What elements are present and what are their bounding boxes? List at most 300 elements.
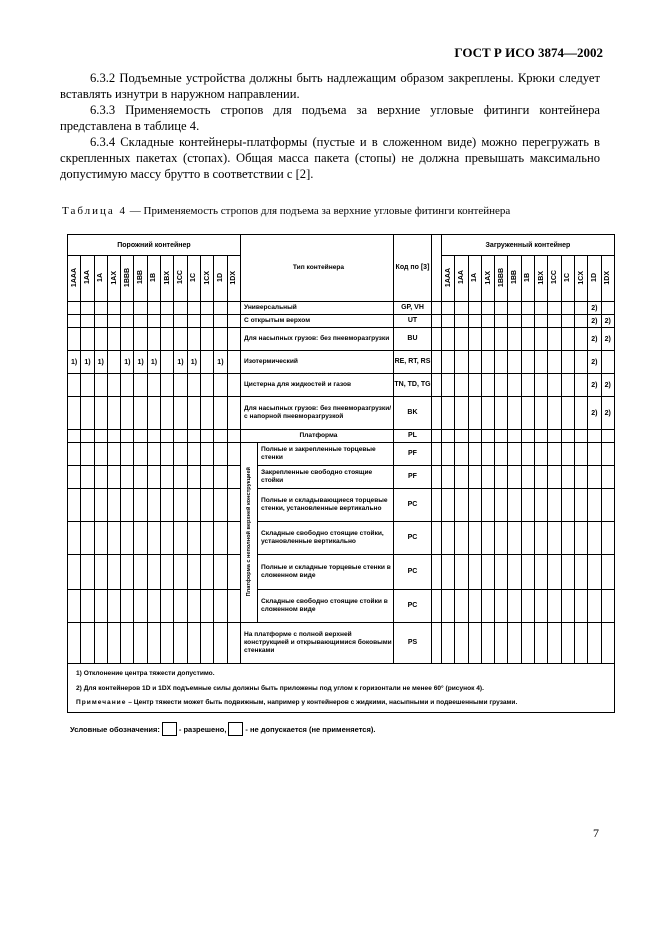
empty-value-cell: 1) <box>121 351 134 374</box>
empty-value-cell: 1) <box>94 351 107 374</box>
loaded-value-cell: 2) <box>588 328 601 351</box>
empty-value-cell <box>68 623 81 664</box>
loaded-value-cell <box>441 302 454 315</box>
loaded-value-cell <box>601 302 614 315</box>
loaded-value-cell <box>535 443 548 466</box>
loaded-value-cell <box>521 489 534 522</box>
loaded-value-cell <box>574 522 587 555</box>
loaded-value-cell <box>481 328 494 351</box>
empty-col-label: 1AA <box>83 270 91 285</box>
loaded-value-cell <box>455 489 468 522</box>
empty-value-cell <box>227 328 240 351</box>
empty-value-cell <box>174 555 187 590</box>
empty-value-cell <box>214 430 227 443</box>
loaded-col-label: 1AX <box>484 270 492 285</box>
empty-value-cell <box>68 302 81 315</box>
loaded-value-cell: 2) <box>601 397 614 430</box>
empty-value-cell <box>68 374 81 397</box>
loaded-value-cell <box>601 489 614 522</box>
table-row <box>68 590 615 623</box>
container-code: TN, TD, TG <box>393 374 431 397</box>
loaded-value-cell <box>521 466 534 489</box>
loaded-value-cell <box>495 328 508 351</box>
loaded-value-cell <box>574 315 587 328</box>
empty-value-cell <box>161 522 174 555</box>
loaded-value-cell <box>574 466 587 489</box>
empty-value-cell <box>147 315 160 328</box>
table-row <box>68 430 615 443</box>
loaded-value-cell <box>508 328 521 351</box>
page-number: 7 <box>593 826 599 840</box>
empty-col-header <box>134 256 147 302</box>
loaded-value-cell <box>588 443 601 466</box>
loaded-value-cell <box>481 590 494 623</box>
loaded-value-cell <box>535 302 548 315</box>
empty-value-cell <box>200 430 213 443</box>
loaded-col-header <box>441 256 454 302</box>
loaded-value-cell <box>561 555 574 590</box>
loaded-value-cell <box>508 315 521 328</box>
empty-value-cell <box>227 590 240 623</box>
container-type: На платформе с полной верхней конструкцией и открывающимися боковыми стенками <box>240 623 393 664</box>
empty-value-cell <box>200 623 213 664</box>
loaded-value-cell <box>535 397 548 430</box>
loaded-value-cell <box>574 555 587 590</box>
empty-value-cell <box>187 489 200 522</box>
loaded-value-cell <box>521 522 534 555</box>
loaded-value-cell <box>574 489 587 522</box>
container-type: Закрепленные свободно стоящие стойки <box>257 466 393 489</box>
loaded-value-cell <box>574 430 587 443</box>
loaded-value-cell <box>561 522 574 555</box>
empty-value-cell: 1) <box>134 351 147 374</box>
loaded-col-header <box>481 256 494 302</box>
table-row <box>68 522 615 555</box>
loaded-value-cell <box>481 489 494 522</box>
empty-col-header <box>214 256 227 302</box>
empty-value-cell <box>147 489 160 522</box>
table-row <box>68 328 615 351</box>
empty-value-cell <box>161 302 174 315</box>
code-header: Код по [3] <box>393 235 431 302</box>
loaded-value-cell <box>588 590 601 623</box>
empty-value-cell <box>200 351 213 374</box>
empty-value-cell <box>161 555 174 590</box>
empty-value-cell <box>68 430 81 443</box>
loaded-value-cell <box>521 555 534 590</box>
empty-value-cell <box>81 374 94 397</box>
empty-value-cell <box>68 328 81 351</box>
empty-value-cell <box>68 315 81 328</box>
empty-value-cell <box>227 315 240 328</box>
empty-value-cell <box>134 328 147 351</box>
empty-col-header <box>81 256 94 302</box>
empty-value-cell <box>147 430 160 443</box>
loaded-value-cell <box>535 590 548 623</box>
loaded-value-cell <box>468 374 481 397</box>
empty-value-cell <box>147 397 160 430</box>
empty-value-cell <box>174 315 187 328</box>
loaded-value-cell <box>561 315 574 328</box>
empty-value-cell: 1) <box>68 351 81 374</box>
loaded-value-cell <box>561 397 574 430</box>
loaded-value-cell <box>468 489 481 522</box>
loaded-col-header <box>455 256 468 302</box>
loaded-value-cell <box>588 430 601 443</box>
loaded-value-cell <box>548 315 561 328</box>
loaded-value-cell <box>441 489 454 522</box>
table-notes <box>68 664 615 713</box>
loaded-col-label: 1CX <box>577 270 585 285</box>
loaded-value-cell <box>468 302 481 315</box>
empty-value-cell <box>134 430 147 443</box>
loaded-value-cell <box>521 351 534 374</box>
loaded-value-cell: 2) <box>601 315 614 328</box>
empty-value-cell <box>134 522 147 555</box>
loaded-value-cell <box>441 374 454 397</box>
empty-value-cell <box>161 623 174 664</box>
empty-col-header <box>68 256 81 302</box>
spacer-cell <box>431 374 441 397</box>
loaded-value-cell <box>441 466 454 489</box>
empty-value-cell <box>214 489 227 522</box>
empty-value-cell <box>200 302 213 315</box>
empty-value-cell <box>107 623 120 664</box>
empty-value-cell <box>214 302 227 315</box>
loaded-value-cell <box>455 623 468 664</box>
loaded-value-cell <box>481 430 494 443</box>
paragraph-6-3-3: 6.3.3 Применяемость стропов для подъема за верхние угловые фитинги контейнера представлена в таблице 4. <box>60 103 600 133</box>
loaded-value-cell <box>548 397 561 430</box>
empty-value-cell <box>107 302 120 315</box>
empty-value-cell <box>174 397 187 430</box>
table-notes-row <box>68 664 615 713</box>
empty-value-cell <box>174 590 187 623</box>
loaded-value-cell <box>508 590 521 623</box>
empty-value-cell <box>227 443 240 466</box>
loaded-value-cell <box>495 522 508 555</box>
empty-value-cell <box>200 374 213 397</box>
empty-value-cell <box>147 443 160 466</box>
empty-col-header <box>94 256 107 302</box>
legend-not-allowed-box <box>228 722 243 736</box>
loaded-value-cell <box>601 430 614 443</box>
empty-value-cell <box>200 443 213 466</box>
loaded-value-cell <box>521 328 534 351</box>
empty-value-cell <box>81 430 94 443</box>
empty-value-cell <box>161 443 174 466</box>
loaded-value-cell <box>548 623 561 664</box>
empty-value-cell <box>227 351 240 374</box>
loaded-value-cell <box>521 302 534 315</box>
empty-value-cell <box>107 351 120 374</box>
empty-value-cell <box>121 374 134 397</box>
table-row <box>68 555 615 590</box>
empty-value-cell: 1) <box>174 351 187 374</box>
standard-header: ГОСТ Р ИСО 3874—2002 <box>454 45 603 60</box>
loaded-value-cell <box>548 328 561 351</box>
empty-value-cell <box>174 328 187 351</box>
loaded-value-cell <box>574 302 587 315</box>
empty-value-cell <box>134 590 147 623</box>
loaded-value-cell <box>455 443 468 466</box>
empty-value-cell <box>174 443 187 466</box>
loaded-value-cell <box>481 397 494 430</box>
table-row <box>68 351 615 374</box>
empty-value-cell <box>161 466 174 489</box>
empty-value-cell <box>68 443 81 466</box>
slings-applicability-table <box>67 234 615 713</box>
loaded-value-cell <box>481 466 494 489</box>
loaded-value-cell <box>481 623 494 664</box>
empty-value-cell <box>107 328 120 351</box>
empty-value-cell <box>81 302 94 315</box>
empty-value-cell <box>187 302 200 315</box>
empty-value-cell <box>81 623 94 664</box>
container-code: PC <box>393 489 431 522</box>
empty-value-cell <box>134 623 147 664</box>
empty-value-cell <box>121 443 134 466</box>
loaded-value-cell <box>441 443 454 466</box>
loaded-value-cell <box>601 555 614 590</box>
table-row <box>68 443 615 466</box>
container-type: Платформа <box>240 430 393 443</box>
loaded-value-cell <box>521 430 534 443</box>
loaded-value-cell <box>508 555 521 590</box>
loaded-value-cell <box>601 443 614 466</box>
empty-value-cell <box>107 374 120 397</box>
loaded-value-cell <box>588 489 601 522</box>
empty-value-cell <box>187 328 200 351</box>
table-row <box>68 374 615 397</box>
empty-value-cell <box>121 397 134 430</box>
container-type: Полные и складывающиеся торцевые стенки, установленные вертикально <box>257 489 393 522</box>
loaded-value-cell <box>535 328 548 351</box>
empty-col-header <box>187 256 200 302</box>
loaded-value-cell <box>548 590 561 623</box>
container-type: Складные свободно стоящие стойки, установленные вертикально <box>257 522 393 555</box>
loaded-col-header <box>548 256 561 302</box>
empty-value-cell <box>94 590 107 623</box>
loaded-value-cell <box>521 590 534 623</box>
loaded-value-cell <box>468 328 481 351</box>
empty-value-cell <box>134 555 147 590</box>
empty-value-cell <box>227 522 240 555</box>
loaded-value-cell <box>574 328 587 351</box>
loaded-value-cell <box>548 466 561 489</box>
container-code: PS <box>393 623 431 664</box>
loaded-value-cell <box>441 328 454 351</box>
paragraph-6-3-4: 6.3.4 Складные контейнеры-платформы (пустые и в сложенном виде) можно перегружать в скрепленных пакетах (стопах). Общая масса пакета (стопы) не должна превышать максимально допустимую массу брутто в соответствии с [2]. <box>60 135 600 181</box>
loaded-col-label: 1AA <box>457 270 465 285</box>
loaded-value-cell <box>548 351 561 374</box>
loaded-value-cell <box>588 623 601 664</box>
loaded-value-cell <box>601 590 614 623</box>
loaded-value-cell <box>535 623 548 664</box>
empty-value-cell <box>227 302 240 315</box>
loaded-value-cell <box>468 443 481 466</box>
loaded-value-cell: 2) <box>588 315 601 328</box>
loaded-value-cell: 2) <box>588 351 601 374</box>
loaded-value-cell <box>455 302 468 315</box>
empty-value-cell <box>107 489 120 522</box>
loaded-value-cell: 2) <box>588 302 601 315</box>
loaded-value-cell <box>495 443 508 466</box>
empty-value-cell <box>107 315 120 328</box>
loaded-value-cell <box>521 397 534 430</box>
empty-col-label: 1D <box>216 273 224 282</box>
empty-col-label: 1B <box>150 273 158 282</box>
empty-group-header: Порожний контейнер <box>68 235 241 256</box>
container-type: С открытым верхом <box>240 315 393 328</box>
loaded-value-cell <box>535 430 548 443</box>
loaded-value-cell <box>468 315 481 328</box>
loaded-value-cell <box>561 328 574 351</box>
empty-value-cell <box>214 555 227 590</box>
empty-value-cell <box>227 489 240 522</box>
empty-value-cell <box>107 590 120 623</box>
loaded-col-label: 1B <box>524 273 532 282</box>
loaded-value-cell <box>535 466 548 489</box>
empty-value-cell <box>121 590 134 623</box>
loaded-value-cell <box>495 466 508 489</box>
empty-value-cell <box>94 374 107 397</box>
loaded-value-cell <box>508 623 521 664</box>
note-remark <box>76 697 606 708</box>
loaded-value-cell <box>468 522 481 555</box>
empty-value-cell <box>227 430 240 443</box>
spacer-cell <box>431 430 441 443</box>
container-type: Для насыпных грузов: без пневморазгрузки/ с напорной пневморазгрузкой <box>240 397 393 430</box>
empty-value-cell <box>107 430 120 443</box>
empty-col-header <box>200 256 213 302</box>
container-code: BK <box>393 397 431 430</box>
container-code: PF <box>393 443 431 466</box>
loaded-col-header <box>561 256 574 302</box>
spacer-cell <box>431 555 441 590</box>
empty-value-cell <box>200 522 213 555</box>
legend-label: Условные обозначения: <box>70 724 160 734</box>
loaded-value-cell <box>535 374 548 397</box>
loaded-col-header <box>535 256 548 302</box>
empty-col-header <box>174 256 187 302</box>
loaded-value-cell <box>441 397 454 430</box>
loaded-value-cell: 2) <box>601 328 614 351</box>
empty-col-header <box>107 256 120 302</box>
table-caption-text: — Применяемость стропов для подъема за верхние угловые фитинги контейнера <box>127 205 511 217</box>
empty-value-cell <box>94 397 107 430</box>
container-type: Изотермический <box>240 351 393 374</box>
loaded-value-cell <box>548 430 561 443</box>
spacer-cell <box>431 590 441 623</box>
empty-value-cell <box>94 623 107 664</box>
empty-value-cell <box>81 397 94 430</box>
loaded-value-cell <box>481 443 494 466</box>
loaded-value-cell <box>481 522 494 555</box>
empty-value-cell <box>94 328 107 351</box>
loaded-value-cell <box>495 590 508 623</box>
empty-value-cell <box>214 590 227 623</box>
loaded-value-cell <box>468 351 481 374</box>
empty-value-cell <box>134 443 147 466</box>
empty-value-cell <box>187 623 200 664</box>
table-row <box>68 302 615 315</box>
container-code: BU <box>393 328 431 351</box>
table-row <box>68 489 615 522</box>
loaded-value-cell <box>588 555 601 590</box>
empty-value-cell <box>214 623 227 664</box>
loaded-value-cell <box>561 430 574 443</box>
empty-value-cell <box>107 466 120 489</box>
loaded-value-cell <box>574 623 587 664</box>
loaded-value-cell: 2) <box>588 374 601 397</box>
empty-value-cell <box>147 374 160 397</box>
loaded-col-label: 1AAA <box>444 267 452 288</box>
empty-value-cell <box>187 443 200 466</box>
loaded-value-cell <box>508 522 521 555</box>
empty-value-cell <box>200 315 213 328</box>
empty-value-cell <box>94 555 107 590</box>
empty-value-cell <box>81 489 94 522</box>
empty-value-cell <box>161 397 174 430</box>
loaded-col-label: 1CC <box>551 270 558 285</box>
loaded-value-cell <box>495 555 508 590</box>
spacer-cell <box>431 351 441 374</box>
loaded-value-cell <box>508 397 521 430</box>
empty-value-cell <box>81 443 94 466</box>
container-code: PF <box>393 466 431 489</box>
empty-value-cell <box>214 466 227 489</box>
spacer-cell <box>431 466 441 489</box>
empty-value-cell <box>94 430 107 443</box>
empty-value-cell <box>214 328 227 351</box>
loaded-value-cell <box>588 466 601 489</box>
empty-value-cell <box>200 555 213 590</box>
loaded-value-cell <box>441 555 454 590</box>
empty-value-cell <box>107 555 120 590</box>
note-remark-label: Примечание <box>76 699 127 706</box>
empty-col-label: 1AAA <box>70 267 78 288</box>
spacer-cell <box>431 443 441 466</box>
loaded-value-cell <box>481 315 494 328</box>
empty-value-cell <box>187 430 200 443</box>
container-code: PC <box>393 590 431 623</box>
loaded-value-cell <box>548 443 561 466</box>
loaded-value-cell <box>588 522 601 555</box>
loaded-col-header <box>508 256 521 302</box>
legend <box>70 722 375 736</box>
spacer-cell <box>431 489 441 522</box>
empty-value-cell <box>68 397 81 430</box>
loaded-value-cell <box>495 351 508 374</box>
empty-value-cell <box>161 374 174 397</box>
empty-value-cell <box>174 374 187 397</box>
loaded-col-label: 1DX <box>604 270 612 285</box>
container-code: RE, RT, RS <box>393 351 431 374</box>
empty-value-cell <box>161 328 174 351</box>
empty-value-cell <box>134 397 147 430</box>
legend-allowed-text: - разрешено, <box>178 724 227 734</box>
loaded-value-cell <box>441 430 454 443</box>
empty-value-cell <box>161 489 174 522</box>
loaded-value-cell <box>561 374 574 397</box>
loaded-value-cell <box>601 522 614 555</box>
container-type: Универсальный <box>240 302 393 315</box>
empty-value-cell <box>174 466 187 489</box>
empty-value-cell <box>68 489 81 522</box>
loaded-value-cell <box>508 466 521 489</box>
loaded-value-cell <box>455 374 468 397</box>
